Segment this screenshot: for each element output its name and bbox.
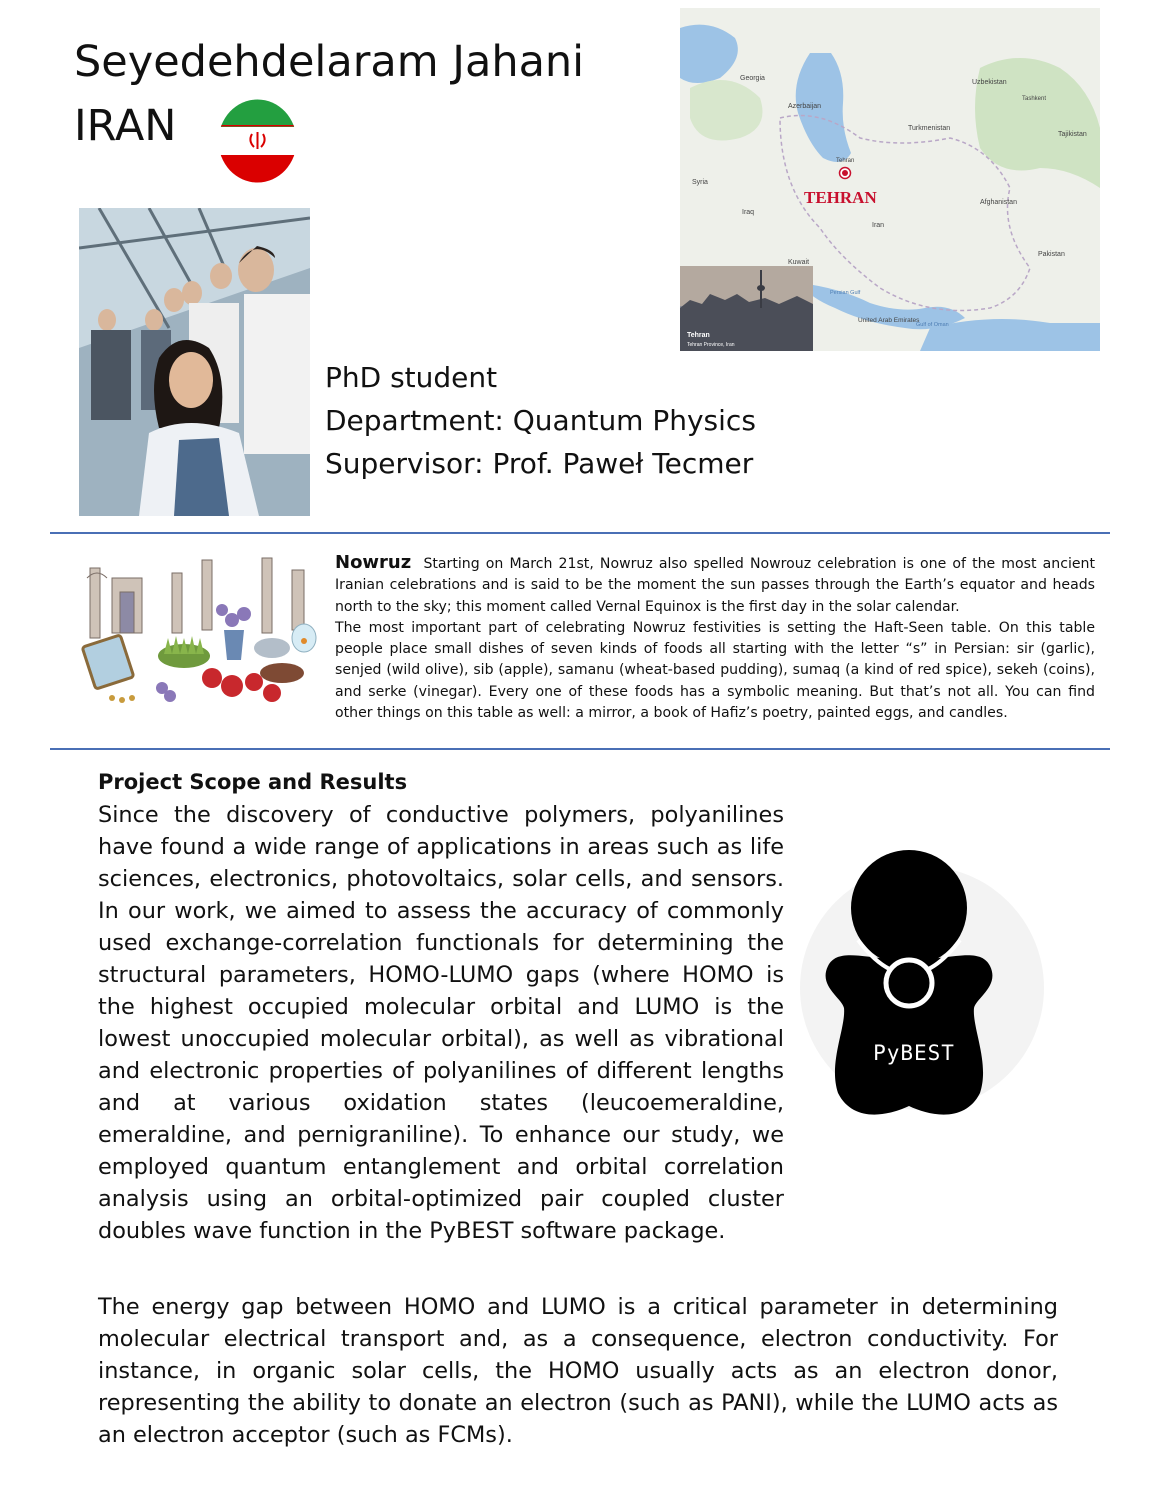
nowruz-paragraph-1-text: Starting on March 21st, Nowruz also spelled Nowrouz celebration is one of the most ancient Iranian celebrations and is said to be the moment the sun passes through the Earth’s equator and heads north to the sky; this moment called Vernal Equinox is the first day in the solar calendar. (335, 556, 1095, 615)
supervisor-text: Supervisor: Prof. Paweł Tecmer (325, 447, 754, 480)
energy-gap-paragraph: The energy gap between HOMO and LUMO is a critical parameter in determining molecular electrical transport and, as a consequence, electron conductivity. For instance, in organic solar cells, the HOMO usually acts as an electron donor, representing the ability to donate an electron (such as PANI), while the LUMO acts as an electron acceptor (such as FCMs). (98, 1294, 1058, 1448)
person-name: Seyedehdelaram Jahani (74, 37, 585, 87)
map-label-persian-gulf: Persian Gulf (830, 290, 861, 296)
nowruz-title: Nowruz (335, 552, 412, 573)
map-label-pakistan: Pakistan (1038, 251, 1065, 258)
map-label-georgia: Georgia (740, 75, 765, 82)
divider (50, 532, 1110, 534)
tehran-skyline-photo (680, 266, 813, 351)
map-label-syria: Syria (692, 179, 708, 186)
pybest-logo-icon (798, 848, 1046, 1148)
project-heading: Project Scope and Results (98, 770, 408, 794)
inset-region-label: Tehran Province, Iran (687, 342, 735, 348)
role-text: PhD student (325, 361, 498, 394)
divider (50, 748, 1110, 750)
nowruz-paragraph-1 (335, 552, 1095, 618)
map-label-uae: United Arab Emirates (858, 317, 920, 324)
map-label-gulf-of-oman: Gulf of Oman (916, 322, 949, 328)
department-text: Department: Quantum Physics (325, 404, 756, 437)
map-label-kuwait: Kuwait (788, 259, 810, 266)
map-label-tajikistan: Tajikistan (1058, 131, 1087, 138)
pybest-logo-text: PyBEST (873, 1041, 955, 1065)
nowruz-text (335, 552, 1095, 724)
project-body: Since the discovery of conductive polymers, polyanilines have found a wide range of applications in areas such as life sciences, electronics, photovoltaics, solar cells, and sensors. In our work, we aimed to assess the accuracy of commonly used exchange-correlation functionals for determining the structural parameters, HOMO-LUMO gaps (where HOMO is the highest occupied molecular orbital and LUMO is the lowest unoccupied molecular orbital), as well as vibrational and electronic properties of polyanilines of different lengths and at various oxidation states (leucoemeraldine, emeraldine, and pernigraniline). To enhance our study, we employed quantum entanglement and orbital correlation analysis using an orbital-optimized pair coupled cluster doubles wave function in the PyBEST software package. (98, 802, 784, 1244)
map-label-azerbaijan: Azerbaijan (788, 103, 822, 110)
group-selfie-photo (79, 208, 310, 516)
map-label-turkmenistan: Turkmenistan (908, 125, 951, 132)
map-label-tehran-small: Tehran (836, 158, 855, 164)
map-label-iraq: Iraq (742, 209, 755, 216)
map-label-capital: TEHRAN (804, 188, 877, 207)
country-name: IRAN (74, 101, 177, 151)
map-label-afghanistan: Afghanistan (980, 199, 1017, 206)
region-map (680, 8, 1100, 351)
nowruz-paragraph-2: The most important part of celebrating Nowruz festivities is setting the Haft-Seen table. On this table people place small dishes of seven kinds of foods all starting with the letter “s” in Persian: sir (garlic), senjed (wild olive), sib (apple), samanu (wheat-based pudding), sumaq (a kind of red spice), sekeh (coins), and serke (vinegar). Every one of these foods has a symbolic meaning. But that’s not all. You can find other things on this table as well: a mirror, a book of Hafiz’s poetry, painted eggs, and candles. (335, 619, 1095, 722)
nowruz-illustration (72, 548, 328, 713)
map-label-tashkent: Tashkent (1022, 96, 1047, 102)
map-label-uzbekistan: Uzbekistan (972, 79, 1007, 86)
map-label-iran: Iran (872, 222, 885, 229)
inset-city-label: Tehran (687, 332, 710, 339)
iran-flag-icon (218, 99, 297, 183)
